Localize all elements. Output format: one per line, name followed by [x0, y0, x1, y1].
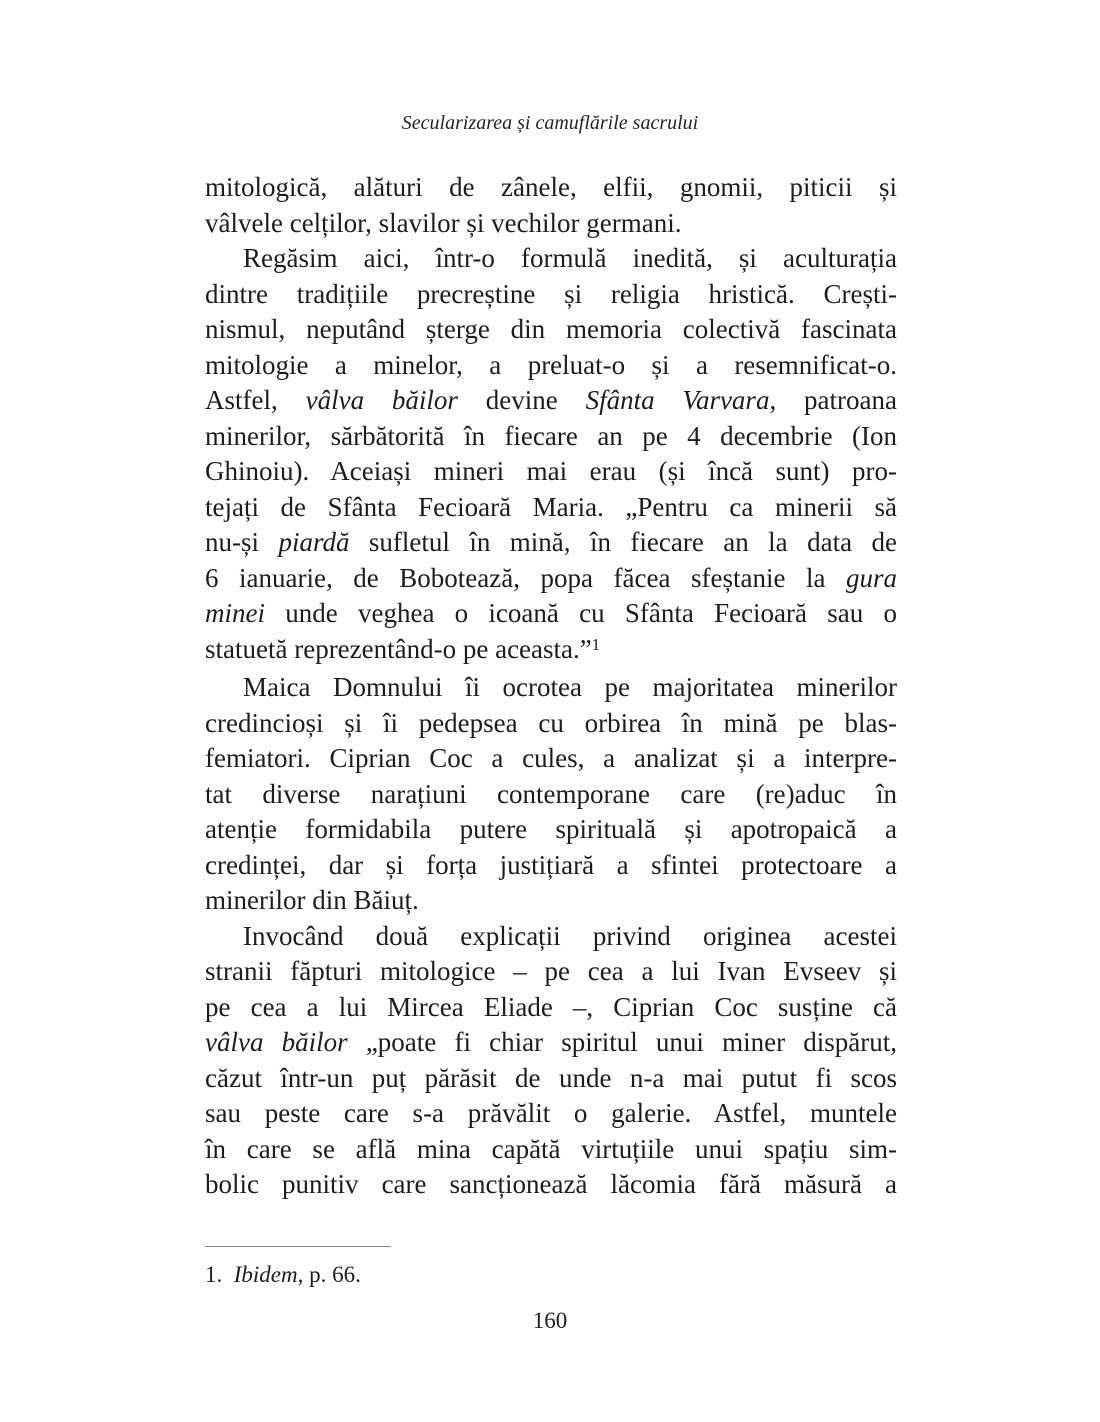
text-segment: Maica Domnului îi ocrotea pe majoritatea minerilor [243, 672, 897, 702]
text-segment: în care se află mina capătă virtuțiile unui spațiu sim- [205, 1133, 897, 1164]
text-line [205, 277, 897, 313]
paragraph [205, 919, 897, 1203]
text-segment: sau peste care s-a prăvălit o galerie. Astfel, muntele [205, 1098, 897, 1128]
text-segment: bolic punitiv care sancționează lăcomia fără măsură a [205, 1169, 897, 1199]
text-segment: mitologie a minelor, a preluat-o și a resemnificat-o. [205, 349, 897, 380]
text-segment: stranii făpturi mitologice – pe cea a lui Ivan Evseev și [205, 956, 897, 986]
text-line [205, 419, 897, 455]
text-segment: , patroana [769, 385, 897, 415]
text-segment: Sfânta Varvara [585, 385, 770, 415]
text-segment: tejați de Sfânta Fecioară Maria. „Pentru ca minerii să [205, 491, 897, 522]
text-segment: pe cea a lui Mircea Eliade –, Ciprian Coc susține că [205, 991, 897, 1022]
footnote-separator [205, 1246, 391, 1247]
text-segment: căzut într-un puț părăsit de unde n-a mai putut fi scos [205, 1062, 897, 1093]
text-segment: nu-și [205, 527, 279, 557]
text-segment: statuetă reprezentând-o pe aceasta.” [205, 633, 592, 664]
text-line [205, 312, 897, 348]
text-line [205, 490, 897, 526]
text-segment: mitologică, alături de zânele, elfii, gnomii, piticii și [205, 172, 897, 202]
text-line [205, 596, 897, 632]
footnote-text [205, 1260, 897, 1290]
text-segment: „poate fi chiar spiritul unui miner dispărut, [347, 1027, 897, 1057]
text-segment: minerilor, sărbătorită în fiecare an pe 4 decembrie (Ion [205, 420, 897, 451]
text-line [205, 1167, 897, 1203]
text-segment: nismul, neputând șterge din memoria colectivă fascinata [205, 314, 897, 344]
footnote-reference: 1 [591, 634, 601, 654]
text-line [205, 1132, 897, 1168]
running-header: Secularizarea și camuflările sacrului [401, 112, 699, 134]
text-segment: vâlva băilor [305, 385, 458, 415]
text-line [205, 954, 897, 990]
text-segment: Invocând două explicații privind originea acestei [243, 920, 897, 951]
text-segment: femiatori. Ciprian Coc a cules, a analizat și a interpre- [205, 743, 897, 773]
text-line [205, 919, 897, 955]
text-segment: 6 ianuarie, de Bobotează, popa făcea sfeștanie la [205, 562, 846, 593]
text-segment: devine [457, 385, 586, 415]
text-segment: tat diverse narațiuni contemporane care (re)aduc în [205, 778, 897, 809]
text-segment: , p. 66. [297, 1262, 361, 1287]
text-segment: credinței, dar și forța justițiară a sfintei protectoare a [205, 849, 897, 880]
text-line [205, 1061, 897, 1097]
text-line [205, 241, 897, 277]
text-line [205, 883, 897, 919]
paragraph [205, 170, 897, 241]
text-line [205, 812, 897, 848]
text-segment: gura [845, 562, 897, 593]
text-line [205, 848, 897, 884]
text-segment: vâlva băilor [205, 1027, 348, 1057]
text-segment: unde veghea o icoană cu Sfânta Fecioară sau o [265, 598, 897, 628]
page-number: 160 [532, 1308, 568, 1333]
text-line [205, 1260, 897, 1290]
text-segment: sufletul în mină, în fiecare an la data de [349, 527, 898, 557]
text-line [205, 170, 897, 206]
text-line [205, 632, 897, 671]
text-line [205, 741, 897, 777]
text-segment: 1. [205, 1262, 234, 1287]
paragraph [205, 670, 897, 919]
text-line [205, 561, 897, 597]
text-segment: piardă [278, 527, 350, 557]
text-line [205, 1025, 897, 1061]
text-segment: atenție formidabila putere spirituală și apotropaică a [205, 814, 897, 844]
text-segment: Ibidem [233, 1262, 298, 1287]
body-text [205, 170, 897, 1203]
text-line [205, 1096, 897, 1132]
text-line [205, 990, 897, 1026]
text-segment: minei [205, 598, 265, 628]
text-segment: Astfel, [205, 385, 306, 415]
text-segment: dintre tradițiile precreștine și religia hristică. Crești- [205, 278, 897, 309]
text-segment: vâlvele celților, slavilor și vechilor germani. [205, 207, 682, 238]
text-segment: credincioși și îi pedepsea cu orbirea în mină pe blas- [205, 707, 897, 738]
text-line [205, 454, 897, 490]
text-segment: Regăsim aici, într-o formulă inedită, și aculturația [243, 243, 897, 273]
text-line [205, 348, 897, 384]
text-segment: Ghinoiu). Aceiași mineri mai erau (și încă sunt) pro- [205, 456, 897, 486]
text-line [205, 525, 897, 561]
text-line [205, 706, 897, 742]
text-line [205, 777, 897, 813]
text-line [205, 670, 897, 706]
paragraph [205, 241, 897, 670]
text-line [205, 383, 897, 419]
text-segment: minerilor din Băiuț. [205, 885, 419, 915]
text-line [205, 206, 897, 242]
